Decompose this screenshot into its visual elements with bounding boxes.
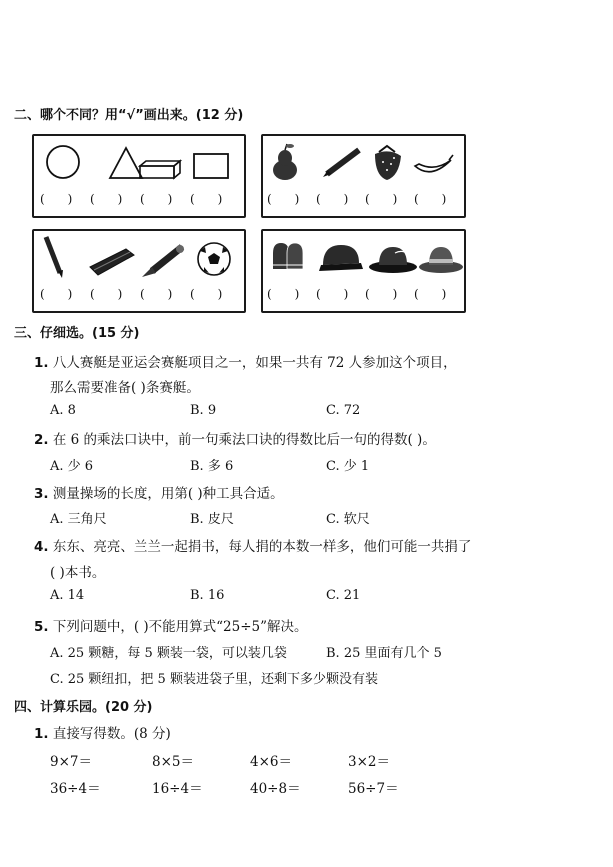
question-number: 3. xyxy=(34,486,49,502)
section-2-title: 二、哪个不同？用“√”画出来。(12 分) xyxy=(14,108,244,123)
strawberry-icon xyxy=(375,146,401,180)
answer-paren[interactable]: ( ) xyxy=(140,192,173,206)
circle-icon xyxy=(47,146,79,178)
option-c[interactable]: C. 72 xyxy=(326,403,361,418)
question-number: 5. xyxy=(34,619,49,635)
calc-item[interactable]: 40÷8＝ xyxy=(250,781,301,797)
calc-item[interactable]: 9×7＝ xyxy=(50,754,92,770)
section-4-title: 四、计算乐园。(20 分) xyxy=(14,700,153,715)
calc-item[interactable]: 56÷7＝ xyxy=(348,781,399,797)
subsection-title xyxy=(34,722,171,742)
option-a[interactable]: A. 8 xyxy=(50,403,76,418)
option-c[interactable]: C. 25 颗纽扣，把 5 颗装进袋子里，还剩下多少颗没有装 xyxy=(50,672,378,687)
answer-paren[interactable]: ( ) xyxy=(140,287,173,301)
rectangle-icon xyxy=(194,154,228,178)
pencil-icon xyxy=(46,237,63,278)
pear-icon xyxy=(273,144,297,180)
question-number: 1. xyxy=(34,726,49,742)
subsection-text: 直接写得数。(8 分) xyxy=(52,726,171,742)
question-text: 测量操场的长度，用第( )种工具合适。 xyxy=(52,486,284,502)
mittens-icon xyxy=(273,243,303,269)
group-box-2 xyxy=(261,134,466,218)
calc-item[interactable]: 8×5＝ xyxy=(152,754,194,770)
group-box-4 xyxy=(261,229,466,313)
cuboid-icon xyxy=(140,161,180,178)
option-a[interactable]: A. 14 xyxy=(50,588,85,603)
calc-item[interactable]: 4×6＝ xyxy=(250,754,292,770)
hat-icon xyxy=(369,247,417,273)
answer-paren[interactable]: ( ) xyxy=(267,287,300,301)
question-text: 那么需要准备( )条赛艇。 xyxy=(50,380,200,396)
question-text: 东东、亮亮、兰兰一起捐书，每人捐的本数一样多，他们可能一共捐了 xyxy=(52,539,472,555)
question-1 xyxy=(34,351,457,371)
section-3-title: 三、仔细选。(15 分) xyxy=(14,326,140,341)
question-number: 1. xyxy=(34,355,49,371)
option-a[interactable]: A. 少 6 xyxy=(50,459,94,474)
question-text: 八人赛艇是亚运会赛艇项目之一，如果一共有 72 人参加这个项目， xyxy=(52,355,457,371)
pencil-icon xyxy=(323,150,359,177)
answer-paren[interactable]: ( ) xyxy=(40,192,73,206)
cap-icon xyxy=(319,245,363,271)
option-c[interactable]: C. 软尺 xyxy=(326,512,370,527)
answer-paren[interactable]: ( ) xyxy=(190,192,223,206)
option-b[interactable]: B. 皮尺 xyxy=(190,512,234,527)
answer-paren[interactable]: ( ) xyxy=(90,287,123,301)
option-b[interactable]: B. 16 xyxy=(190,588,225,603)
option-c[interactable]: C. 21 xyxy=(326,588,361,603)
option-b[interactable]: B. 25 里面有几个 5 xyxy=(326,646,442,661)
calc-item[interactable]: 16÷4＝ xyxy=(152,781,203,797)
answer-paren[interactable]: ( ) xyxy=(365,287,398,301)
option-c[interactable]: C. 少 1 xyxy=(326,459,370,474)
option-a[interactable]: A. 25 颗糖，每 5 颗装一袋，可以装几袋 xyxy=(50,646,287,661)
answer-paren[interactable]: ( ) xyxy=(90,192,123,206)
option-a[interactable]: A. 三角尺 xyxy=(50,512,107,527)
banana-icon xyxy=(415,155,453,172)
soccer-ball-icon xyxy=(198,243,230,275)
question-number: 4. xyxy=(34,539,49,555)
question-text: 下列问题中，( )不能用算式“25÷5”解决。 xyxy=(52,619,308,635)
calc-item[interactable]: 3×2＝ xyxy=(348,754,390,770)
group-box-3 xyxy=(32,229,246,313)
question-2 xyxy=(34,428,436,448)
fountain-pen-icon xyxy=(142,245,184,277)
question-3 xyxy=(34,482,284,502)
answer-paren[interactable]: ( ) xyxy=(316,287,349,301)
option-b[interactable]: B. 9 xyxy=(190,403,217,418)
pencil-case-icon xyxy=(90,249,134,275)
answer-paren[interactable]: ( ) xyxy=(365,192,398,206)
answer-paren[interactable]: ( ) xyxy=(414,192,447,206)
group-box-1 xyxy=(32,134,246,218)
question-5 xyxy=(34,615,308,635)
question-4 xyxy=(34,535,471,555)
answer-paren[interactable]: ( ) xyxy=(267,192,300,206)
answer-paren[interactable]: ( ) xyxy=(316,192,349,206)
answer-paren[interactable]: ( ) xyxy=(190,287,223,301)
triangle-icon xyxy=(110,148,142,178)
answer-paren[interactable]: ( ) xyxy=(414,287,447,301)
question-number: 2. xyxy=(34,432,49,448)
sun-hat-icon xyxy=(419,247,463,273)
answer-paren[interactable]: ( ) xyxy=(40,287,73,301)
calc-item[interactable]: 36÷4＝ xyxy=(50,781,101,797)
option-b[interactable]: B. 多 6 xyxy=(190,459,234,474)
question-text: ( )本书。 xyxy=(50,565,106,581)
question-text: 在 6 的乘法口诀中，前一句乘法口诀的得数比后一句的得数( )。 xyxy=(52,432,436,448)
